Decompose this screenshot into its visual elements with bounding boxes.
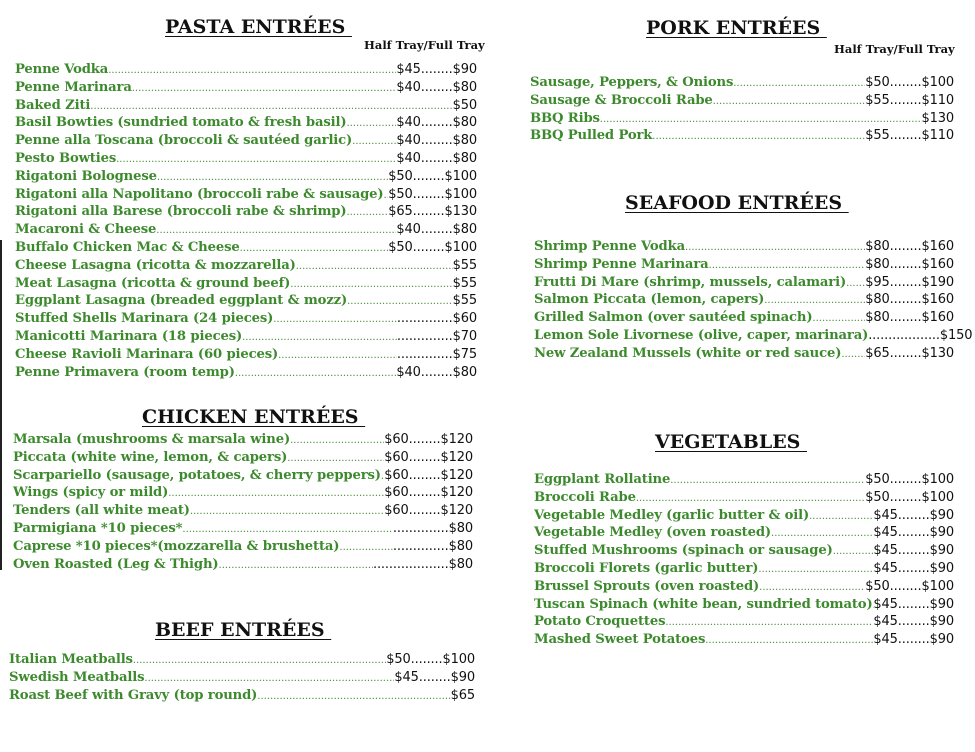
menu-item-name: Frutti Di Mare (shrimp, mussels, calamari) [534,274,847,290]
menu-item-name: New Zealand Mussels (white or red sauce) [534,345,842,361]
dot-leader [652,131,865,142]
section-title-chicken: CHICKEN ENTRÉES [142,406,366,428]
menu-item [15,311,477,329]
menu-item [15,62,477,80]
menu-item-price: $65........$130 [865,345,954,361]
dot-leader [144,673,394,684]
dot-leader [90,101,452,112]
menu-item [15,98,477,116]
menu-item-name: Rigatoni alla Barese (broccoli rabe & shrimp) [15,204,347,220]
dot-leader [665,617,873,628]
menu-item [534,543,954,561]
menu-item [13,503,473,521]
menu-item-name: Stuffed Mushrooms (spinach or sausage) [534,543,833,559]
menu-item [530,75,954,93]
dot-leader [764,295,865,306]
menu-item-price: $45........$90 [873,596,954,612]
menu-item [530,128,954,146]
menu-item-price: $80........$160 [865,292,954,308]
menu-item [15,329,477,347]
dot-leader [346,207,388,218]
dot-leader [290,279,452,290]
menu-item-name: Sausage & Broccoli Rabe [530,92,713,108]
tray-size-header-pasta: Half Tray/Full Tray [364,38,485,52]
menu-item [534,561,954,579]
menu-item-name: Penne alla Toscana (broccoli & sautéed garlic) [15,133,353,149]
dot-leader [352,136,396,147]
menu-item [13,521,473,539]
menu-item-price: $40........$80 [396,133,477,149]
dot-leader [758,564,873,575]
menu-item-price: $55 [452,257,477,273]
menu-item [530,111,954,129]
tray-size-header-pork: Half Tray/Full Tray [834,42,955,56]
menu-item-name: Penne Marinara [15,79,132,95]
menu-item [13,539,473,557]
menu-item-name: Rigatoni alla Napolitano (broccoli rabe & sausage) [15,186,384,202]
menu-item-price: $55 [452,293,477,309]
menu-item-price: $40........$80 [396,79,477,95]
menu-item-price: $50........$100 [388,168,477,184]
menu-item [15,80,477,98]
menu-item-name: Mashed Sweet Potatoes [534,632,706,648]
menu-item [15,276,477,294]
dot-leader [759,582,865,593]
menu-item-name: Broccoli Florets (garlic butter) [534,560,759,576]
menu-item [13,557,473,575]
dot-leader [833,546,874,557]
menu-item-price: $45........$90 [873,632,954,648]
menu-item-name: Eggplant Lasagna (breaded eggplant & mozz) [15,293,348,309]
page-edge-divider [0,240,2,570]
menu-item [534,508,954,526]
menu-item [15,293,477,311]
seafood-item-list [534,239,973,364]
dot-leader [240,243,389,254]
menu-item-name: Meat Lasagna (ricotta & ground beef) [15,275,291,291]
dot-leader [771,528,873,539]
vegetables-item-list [534,472,954,650]
dot-leader [346,118,396,129]
menu-item [534,525,954,543]
pork-item-list [530,75,954,146]
menu-item-name: Macaroni & Cheese [15,222,157,238]
menu-item-price: $55........$110 [865,92,954,108]
menu-item-price: $60........$120 [384,432,473,447]
menu-item-price: $50........$100 [388,239,477,255]
menu-item-price: $80........$160 [865,256,954,272]
menu-item [534,327,973,346]
beef-item-list [9,652,475,705]
menu-item [9,652,475,670]
menu-item [15,115,477,133]
menu-item-name: Penne Primavera (room temp) [15,364,235,380]
dot-leader [116,154,396,165]
menu-item-price: $95........$190 [865,274,954,290]
menu-item [534,597,954,615]
menu-item-name: Parmigiana *10 pieces* [13,520,183,536]
menu-item-name: Eggplant Rollatine [534,472,671,487]
menu-item-price: $60........$120 [384,503,473,519]
dot-leader [182,524,392,535]
menu-item-name: Grilled Salmon (over sautéed spinach) [534,310,813,326]
menu-item [534,239,954,257]
dot-leader [812,313,865,324]
menu-item-name: Tenders (all white meat) [13,503,190,519]
menu-item-name: Tuscan Spinach (white bean, sundried tomato) [534,596,873,612]
menu-item [15,222,477,240]
menu-item-price: $65 [450,687,475,703]
dot-leader [190,506,384,517]
menu-item-name: BBQ Ribs [530,110,600,126]
menu-item-name: Marsala (mushrooms & marsala wine) [13,432,291,447]
menu-item [534,472,954,490]
menu-item-price: $55 [452,275,477,291]
menu-item [15,365,477,383]
menu-item-price: $60........$120 [384,449,473,465]
menu-item-price: $45........$90 [396,62,477,77]
menu-item-price: ..............$70 [396,328,477,344]
dot-leader [168,488,384,499]
menu-item-name: Vegetable Medley (oven roasted) [534,525,772,541]
menu-item-price: $45........$90 [873,507,954,523]
menu-item [534,579,954,597]
dot-leader [290,435,384,446]
menu-item [13,485,473,503]
section-title-seafood: SEAFOOD ENTRÉES [625,192,849,214]
menu-item [15,240,477,258]
dot-leader [670,475,865,486]
dot-leader [713,96,866,107]
menu-item-price: $50 [452,97,477,113]
menu-item-price: $50........$100 [386,652,475,667]
menu-item-name: Salmon Piccata (lemon, capers) [534,292,765,308]
menu-item [534,490,954,508]
menu-item-price: $45........$90 [873,543,954,559]
dot-leader [219,560,373,571]
menu-item-price: ..............$60 [396,311,477,327]
dot-leader [846,278,865,289]
menu-item [534,275,954,293]
menu-item-name: Lemon Sole Livornese (olive, caper, marinara) [534,327,869,343]
section-title-vegetables: VEGETABLES [655,431,808,453]
menu-item-name: Piccata (white wine, lemon, & capers) [13,449,288,465]
menu-item-name: Potato Croquettes [534,614,666,630]
dot-leader [600,114,922,125]
section-title-pasta: PASTA ENTRÉES [165,16,352,38]
menu-item [13,432,473,450]
dot-leader [733,78,865,89]
menu-item-name: Caprese *10 pieces*(mozzarella & brushetta) [13,538,340,554]
menu-item [530,93,954,111]
menu-item-name: Swedish Meatballs [9,669,145,685]
dot-leader [841,349,865,360]
menu-item-name: Shrimp Penne Vodka [534,239,685,254]
menu-item-name: Manicotti Marinara (18 pieces) [15,328,243,344]
menu-item-name: Pesto Bowties [15,150,117,166]
menu-item-price: $55........$110 [865,128,954,144]
menu-item [534,614,954,632]
menu-item-price: ..............$80 [392,538,473,554]
menu-item [534,257,954,275]
menu-item [534,310,954,328]
menu-item-price: ..............$80 [392,520,473,536]
menu-item-price: $45........$90 [873,614,954,630]
menu-item-price: ...................$80 [372,556,473,572]
menu-item-price: $45........$90 [873,525,954,541]
dot-leader [108,65,396,76]
menu-item [9,670,475,688]
menu-item-name: Scarpariello (sausage, potatoes, & cherry peppers) [13,467,381,483]
dot-leader [242,332,397,343]
menu-item [15,347,477,365]
menu-item-price: $50........$100 [865,75,954,90]
dot-leader [235,368,397,379]
dot-leader [339,542,392,553]
menu-item-name: Sausage, Peppers, & Onions [530,75,734,90]
menu-item-name: Wings (spicy or mild) [13,485,169,501]
dot-leader [705,635,873,646]
dot-leader [636,493,865,504]
menu-item-price: $40........$80 [396,364,477,380]
dot-leader [709,260,866,271]
menu-item [15,151,477,169]
dot-leader [273,314,397,325]
menu-item-price: $50........$100 [865,578,954,594]
pasta-item-list [15,62,477,382]
menu-item [534,632,954,650]
dot-leader [685,242,865,253]
menu-item [15,258,477,276]
menu-item-price: $50........$100 [865,472,954,487]
menu-item-name: Shrimp Penne Marinara [534,256,709,272]
menu-item [13,450,473,468]
menu-item-price: $45........$90 [873,560,954,576]
menu-item-name: BBQ Pulled Pork [530,128,653,144]
menu-item [534,346,954,364]
dot-leader [132,83,397,94]
menu-item-name: Buffalo Chicken Mac & Cheese [15,239,240,255]
dot-leader [287,453,384,464]
menu-item-price: $80........$160 [865,310,954,326]
menu-item-price: $60........$120 [384,467,473,483]
menu-item-price: $40........$80 [396,150,477,166]
menu-item-price: $50........$100 [388,186,477,202]
chicken-item-list [13,432,473,574]
dot-leader [809,511,873,522]
menu-item [9,688,475,706]
menu-item-price: $40........$80 [396,115,477,131]
section-title-pork: PORK ENTRÉES [646,17,827,39]
menu-item-price: $40........$80 [396,222,477,238]
dot-leader [347,296,453,307]
menu-item-name: Rigatoni Bolognese [15,168,157,184]
menu-item [13,468,473,486]
menu-item [15,204,477,222]
menu-item [15,169,477,187]
menu-item-name: Italian Meatballs [9,652,133,667]
menu-item-name: Cheese Lasagna (ricotta & mozzarella) [15,257,296,273]
menu-item-name: Oven Roasted (Leg & Thigh) [13,556,219,572]
menu-item-price: $50........$100 [865,489,954,505]
menu-item-price: ..............$75 [396,346,477,362]
menu-item-price: $60........$120 [384,485,473,501]
dot-leader [296,261,453,272]
menu-item-name: Cheese Ravioli Marinara (60 pieces) [15,346,279,362]
menu-item [15,133,477,151]
menu-item-price: $80........$160 [865,239,954,254]
dot-leader [157,172,388,183]
menu-item-name: Brussel Sprouts (oven roasted) [534,578,760,594]
section-title-beef: BEEF ENTRÉES [155,619,332,641]
menu-item-name: Penne Vodka [15,62,109,77]
menu-item-price: $65........$130 [388,204,477,220]
menu-item-name: Vegetable Medley (garlic butter & oil) [534,507,810,523]
menu-item [534,292,954,310]
menu-item-price: ..................$150 [868,327,973,343]
menu-item-name: Broccoli Rabe [534,489,636,505]
menu-item-name: Basil Bowties (sundried tomato & fresh basil) [15,115,347,131]
menu-item-name: Baked Ziti [15,97,91,113]
dot-leader [156,225,396,236]
dot-leader [133,655,386,666]
menu-item-price: $45........$90 [394,669,475,685]
menu-item-name: Stuffed Shells Marinara (24 pieces) [15,311,274,327]
menu-item [15,187,477,205]
menu-item-name: Roast Beef with Gravy (top round) [9,687,258,703]
dot-leader [257,691,450,702]
menu-item-price: $130 [921,110,954,126]
dot-leader [278,350,397,361]
